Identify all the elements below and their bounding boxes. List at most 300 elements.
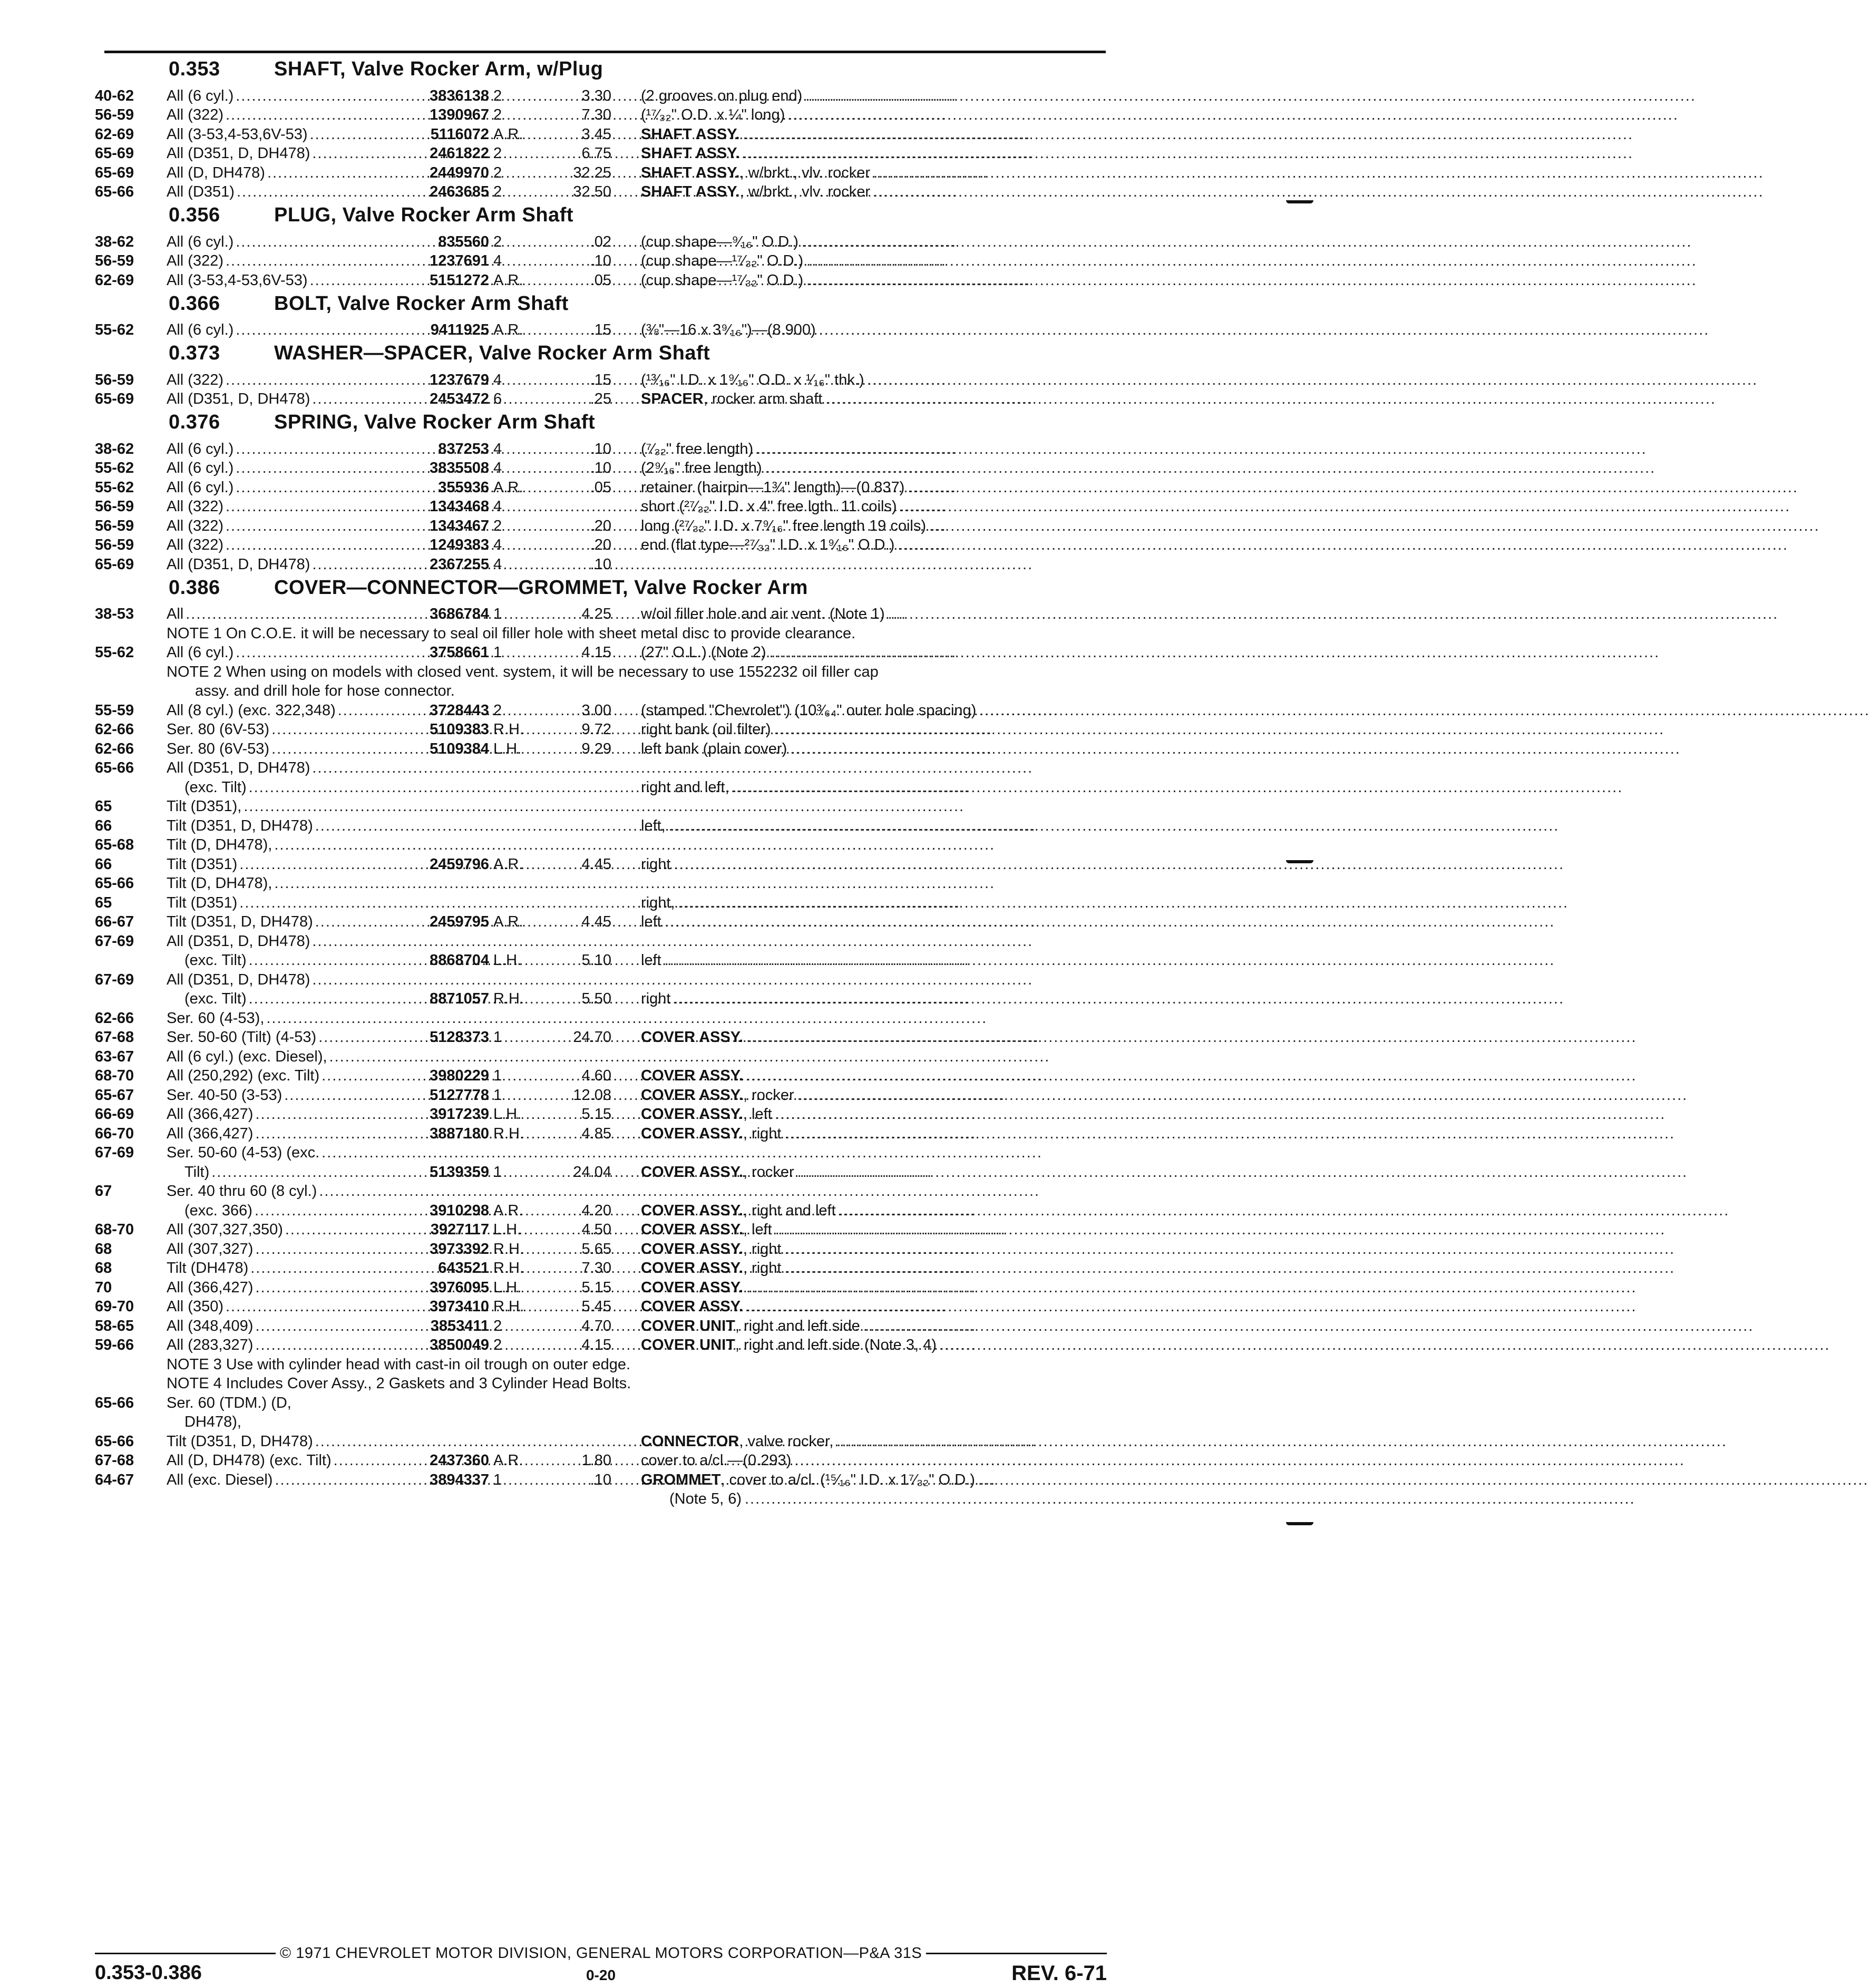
price: 5.15 (581, 1106, 611, 1123)
application-text: All (322) (167, 537, 223, 553)
leader-dots (294, 1395, 386, 1412)
model-years: 62-66 (95, 721, 134, 738)
application (167, 1221, 386, 1239)
table-row (95, 1392, 1107, 1412)
leader-dots (863, 1318, 1754, 1335)
part-number: 3973410 (430, 1298, 489, 1315)
description (611, 272, 1697, 289)
description-detail: end (flat type—²⁷⁄₃₂" I.D. x 1⁹⁄₁₆" O.D.) (641, 537, 895, 553)
description-bold: SHAFT ASSY. (641, 183, 740, 200)
description-text (641, 252, 806, 270)
leader-dots (898, 537, 1788, 554)
application (167, 1395, 386, 1412)
description-text (641, 1087, 797, 1104)
revision: REV. 6-71 (1011, 1962, 1107, 1985)
section-title: BOLT, Valve Rocker Arm Shaft (274, 292, 569, 315)
price: .25 (590, 391, 611, 407)
part-number: 3728443 (430, 701, 489, 719)
description-bold: SHAFT ASSY. (641, 164, 740, 181)
quantity: R.H. (493, 1260, 524, 1276)
description (611, 537, 1788, 554)
description-text (641, 779, 733, 796)
model-years: 55-62 (95, 479, 134, 496)
description-text (641, 702, 979, 719)
table-row (95, 1412, 1107, 1431)
table-row (95, 143, 1107, 163)
table-row (95, 1200, 1107, 1220)
part-number: 2453472 (430, 391, 489, 407)
application (167, 498, 386, 515)
description-text (641, 1106, 775, 1123)
description (611, 1337, 1830, 1354)
quantity: 1 (493, 606, 502, 622)
leader-dots (775, 1221, 1666, 1239)
application-text: All (6 cyl.) (exc. Diesel), (167, 1048, 327, 1065)
application (167, 391, 386, 408)
description (611, 1164, 1688, 1181)
part-number: 2461822 (430, 145, 489, 162)
description-detail: , right and left side (735, 1317, 860, 1334)
application (167, 183, 386, 201)
application-text: Ser. 50-60 (4-53) (exc. (167, 1144, 320, 1161)
application (167, 1106, 386, 1123)
table-row (95, 1008, 1107, 1027)
application-text: Tilt (D, DH478), (167, 875, 272, 892)
description-detail: , rocker (743, 1163, 794, 1181)
description (611, 1490, 1635, 1508)
application (167, 1183, 386, 1200)
quantity: L.H. (493, 1106, 522, 1123)
model-years: 68 (95, 1260, 112, 1276)
description-text (641, 1433, 836, 1450)
description-detail: , right (743, 1125, 782, 1142)
description-detail: , right (743, 1240, 782, 1258)
application-text: All (6 cyl.) (167, 440, 234, 457)
price: 5.45 (581, 1298, 611, 1315)
application-text: All (exc. Diesel) (167, 1471, 273, 1488)
description-text (641, 87, 805, 105)
table-row (95, 1046, 1107, 1066)
description-detail: right and left, (641, 778, 729, 796)
price: 24.70 (573, 1029, 611, 1046)
quantity: 4 (493, 556, 502, 573)
application-text: Tilt (D351, D, DH478) (167, 1432, 313, 1450)
application-text: All (6 cyl.) (167, 321, 234, 338)
model-years: 62-69 (95, 125, 134, 143)
section-number: 0.373 (169, 342, 220, 364)
table-row (95, 477, 1107, 496)
quantity: L.H. (493, 952, 522, 969)
quantity: 1 (493, 1086, 502, 1104)
model-years: 68-70 (95, 1221, 134, 1238)
description-text (641, 1202, 839, 1220)
description (611, 1202, 1729, 1220)
table-row (95, 1123, 1107, 1143)
price: 5.10 (581, 952, 611, 969)
leader-dots (746, 1298, 1637, 1315)
leader-dots (868, 372, 1758, 389)
description-text (641, 372, 868, 389)
application (167, 372, 386, 389)
application-text: Tilt (D351, D, DH478) (167, 913, 313, 930)
table-row (95, 1489, 1107, 1508)
application-text: (exc. Tilt) (184, 778, 247, 796)
description-bold: COVER ASSY. (641, 1221, 743, 1238)
part-number: 5116072 (430, 125, 489, 143)
application (167, 817, 386, 835)
application-text: DH478), (184, 1414, 241, 1430)
part-number: 1343467 (430, 517, 489, 534)
table-row (95, 1469, 1107, 1489)
model-years: 70 (95, 1279, 112, 1296)
quantity: 1 (493, 1471, 502, 1488)
description-bold: COVER ASSY. (641, 1240, 743, 1258)
copyright-text: © 1971 CHEVROLET MOTOR DIVISION, GENERAL MOTORS CORPORATION—P&A 31S (279, 1945, 922, 1962)
model-years: 56-59 (95, 106, 134, 123)
part-number: 3853411 (430, 1317, 489, 1334)
leader-dots (806, 252, 1697, 270)
model-years: 56-59 (95, 517, 134, 534)
application (167, 233, 386, 251)
quantity: 1 (493, 1163, 502, 1181)
description (611, 1433, 1727, 1450)
quantity: 2 (493, 233, 502, 250)
price: 9.29 (581, 740, 611, 757)
application (167, 740, 386, 758)
section-title: COVER—CONNECTOR—GROMMET, Valve Rocker Arm (274, 576, 808, 599)
application (167, 1298, 386, 1315)
leader-dots (746, 1067, 1637, 1085)
price: 4.15 (581, 1337, 611, 1353)
description (611, 1087, 1688, 1104)
application (167, 1337, 386, 1354)
leader-dots (836, 1433, 1727, 1450)
part-number: 1249383 (430, 537, 489, 553)
part-number: 643521 (438, 1260, 489, 1276)
application-text: Tilt (D351) (167, 855, 238, 873)
quantity: 4 (493, 498, 502, 515)
catalog-section (95, 573, 1107, 1508)
description-detail: right bank (oil filter) (641, 721, 771, 738)
application (167, 913, 386, 931)
model-years: 56-59 (95, 537, 134, 553)
table-row (95, 231, 1107, 251)
leader-dots (674, 856, 1564, 873)
description-detail: , left (743, 1221, 772, 1238)
leader-dots (319, 1183, 1040, 1200)
table-row (95, 758, 1107, 777)
table-row (95, 912, 1107, 931)
leader-dots (665, 952, 1555, 969)
section-number: 0.353 (169, 58, 220, 80)
description-text (641, 479, 908, 496)
leader-dots (244, 1414, 386, 1431)
application-text: Ser. 50-60 (Tilt) (4-53) (167, 1029, 317, 1046)
section-heading (95, 201, 1107, 231)
application (167, 798, 386, 815)
description-text (641, 740, 790, 758)
description-text (641, 321, 819, 339)
application (167, 644, 386, 661)
description (611, 644, 1660, 661)
quantity: A.R. (493, 1202, 523, 1219)
application-text: All (322) (167, 252, 223, 269)
table-row (95, 320, 1107, 339)
description-bold: COVER ASSY. (641, 1163, 743, 1181)
leader-dots (274, 836, 995, 854)
table-row (95, 85, 1107, 105)
application (167, 321, 386, 339)
catalog-section (95, 339, 1107, 408)
leader-dots (797, 1087, 1688, 1104)
application (167, 1433, 386, 1450)
application (167, 779, 386, 796)
application (167, 702, 386, 719)
table-row (95, 1162, 1107, 1181)
table-row (95, 1450, 1107, 1470)
description (611, 702, 1870, 719)
model-years: 66-67 (95, 913, 134, 930)
model-years: 67-69 (95, 932, 134, 950)
description-text (641, 460, 765, 477)
model-years: 65-69 (95, 145, 134, 162)
application-text: All (283,327) (167, 1337, 254, 1353)
quantity: A.R. (493, 1452, 523, 1469)
model-years: 67-69 (95, 971, 134, 988)
description-bold: COVER UNIT (641, 1317, 735, 1334)
description (611, 441, 1647, 458)
part-number: 2459796 (430, 855, 489, 873)
table-row (95, 700, 1107, 719)
leader-dots (839, 1202, 1730, 1220)
model-years: 66-70 (95, 1125, 134, 1142)
description-text (641, 721, 774, 738)
model-years: 55-62 (95, 644, 134, 661)
application (167, 252, 386, 270)
description-detail: , w/brkt., vlv. rocker (739, 164, 871, 181)
description-bold: COVER ASSY. (641, 1279, 743, 1296)
application-text: All (D351, D, DH478) (167, 759, 310, 776)
price: 5.50 (581, 990, 611, 1007)
part-number: 2449970 (430, 164, 489, 181)
model-years: 65-68 (95, 836, 134, 853)
leader-dots (743, 145, 1633, 162)
model-years: 65-66 (95, 759, 134, 776)
part-number: 3758661 (430, 644, 489, 661)
leader-dots (669, 817, 1560, 835)
quantity: R.H. (493, 721, 524, 738)
description-text (641, 1221, 775, 1239)
table-row (95, 738, 1107, 758)
section-title: SHAFT, Valve Rocker Arm, w/Plug (274, 58, 603, 80)
table-row (95, 270, 1107, 289)
section-heading (95, 573, 1107, 604)
section-heading (95, 55, 1107, 85)
description-detail: left, (641, 817, 666, 834)
description-text (641, 145, 743, 162)
price: .10 (590, 440, 611, 457)
leader-dots (274, 875, 995, 892)
description-detail: (⅜"—16 x 3⁹⁄₁₆")—(8.900) (641, 321, 816, 338)
model-years: 65-69 (95, 556, 134, 573)
leader-dots (806, 272, 1697, 289)
leader-dots (819, 321, 1710, 339)
application-text: Ser. 80 (6V-53) (167, 721, 270, 738)
description (611, 372, 1758, 389)
price: .10 (590, 460, 611, 476)
application-text: Ser. 80 (6V-53) (167, 740, 270, 757)
leader-dots (745, 1490, 1635, 1508)
price: 4.60 (581, 1067, 611, 1084)
application-text: All (348,409) (167, 1317, 254, 1334)
part-number: 837253 (438, 440, 489, 457)
leader-dots (790, 740, 1681, 758)
application-text: All (307,327,350) (167, 1221, 283, 1238)
model-years: 68-70 (95, 1067, 134, 1084)
application (167, 1202, 386, 1220)
description (611, 145, 1633, 162)
description-text (641, 913, 665, 931)
application (167, 126, 386, 143)
model-years: 56-59 (95, 371, 134, 388)
description (611, 1106, 1666, 1123)
application (167, 106, 386, 124)
application (167, 164, 386, 182)
description (611, 1029, 1637, 1046)
leader-dots (908, 479, 1798, 496)
quantity: A.R. (493, 271, 523, 289)
description-detail: (cup shape—⁹⁄₁₆" O.D.) (641, 233, 798, 250)
application-text: All (350) (167, 1298, 223, 1315)
table-row (95, 1431, 1107, 1450)
description-text (641, 894, 678, 912)
leader-dots (765, 460, 1656, 477)
note-text: NOTE 4 Includes Cover Assy., 2 Gaskets and 3 Cylinder Head Bolts. (167, 1375, 631, 1392)
application-text: Tilt (D351) (167, 894, 238, 911)
description (611, 894, 1569, 912)
description-detail: , valve rocker, (739, 1432, 834, 1450)
description-bold: COVER ASSY. (641, 1067, 743, 1084)
part-number: 8871057 (430, 990, 489, 1007)
leader-dots (312, 933, 1033, 950)
model-years: 65-67 (95, 1086, 134, 1104)
page-number: 0-20 (586, 1967, 616, 1983)
leader-dots (312, 971, 1033, 989)
description (611, 990, 1564, 1008)
description-text (641, 391, 825, 408)
description (611, 233, 1692, 251)
quantity: R.H. (493, 990, 524, 1007)
quantity: 2 (493, 106, 502, 123)
application-text: All (6 cyl.) (167, 233, 234, 250)
description-detail: cover to a/cl.—(0.293) (641, 1452, 792, 1469)
description-bold: COVER ASSY. (641, 1125, 743, 1142)
model-years: 64-67 (95, 1471, 134, 1488)
leader-dots (674, 990, 1564, 1008)
price: .02 (590, 233, 611, 250)
table-row (95, 389, 1107, 408)
application-text: All (6 cyl.) (167, 87, 234, 104)
price: 12.08 (573, 1086, 611, 1104)
part-number: 3980229 (430, 1067, 489, 1084)
application (167, 1471, 386, 1489)
description-text (641, 1298, 746, 1315)
application-text: All (6 cyl.) (167, 460, 234, 476)
price: 5.65 (581, 1240, 611, 1258)
application-text: Tilt (D, DH478), (167, 836, 272, 853)
application-text: All (366,427) (167, 1125, 254, 1142)
description-text (641, 856, 674, 873)
model-years: 55-62 (95, 321, 134, 338)
table-row (95, 369, 1107, 389)
description (611, 1125, 1675, 1143)
leader-dots (770, 644, 1660, 661)
quantity: 4 (493, 371, 502, 388)
description-text (641, 952, 665, 969)
part-number: 3686784 (430, 606, 489, 622)
price: 4.70 (581, 1317, 611, 1334)
description-text (641, 183, 873, 201)
price: .10 (590, 556, 611, 573)
part-number: 5139359 (430, 1163, 489, 1181)
quantity: 4 (493, 460, 502, 476)
application (167, 1144, 386, 1162)
leader-dots (979, 702, 1870, 719)
application (167, 1318, 386, 1335)
price: .20 (590, 537, 611, 553)
part-number: 3894337 (430, 1471, 489, 1488)
description-detail: retainer (hairpin—1¾" length)—(0.837) (641, 479, 905, 496)
description (611, 1318, 1754, 1335)
leader-dots (774, 721, 1665, 738)
catalog-section (95, 55, 1107, 201)
quantity: 1 (493, 1067, 502, 1084)
description-text (641, 1125, 784, 1143)
application-text: All (6 cyl.) (167, 644, 234, 661)
price: 4.45 (581, 913, 611, 930)
table-row (95, 1220, 1107, 1239)
note-text: NOTE 1 On C.O.E. it will be necessary to seal oil filler hole with sheet metal disc to provide clearance. (167, 625, 856, 642)
price: 24.04 (573, 1163, 611, 1181)
description (611, 1298, 1637, 1315)
table-row (95, 105, 1107, 124)
parts-catalog (95, 55, 1107, 1508)
price: .10 (590, 1471, 611, 1488)
application-text: All (366,427) (167, 1279, 254, 1296)
quantity: A.R. (493, 125, 523, 143)
description-detail: long (²⁷⁄₃₂" I.D. x 7⁹⁄₁₆" free length 19 coils) (641, 517, 926, 534)
model-years: 66 (95, 855, 112, 873)
section-heading (95, 289, 1107, 320)
model-years: 55-62 (95, 460, 134, 476)
part-number: 1237679 (430, 371, 489, 388)
part-number: 835560 (438, 233, 489, 250)
quantity: A.R. (493, 479, 523, 496)
section-number: 0.376 (169, 411, 220, 433)
description (611, 479, 1798, 496)
leader-dots (312, 759, 1033, 777)
application-text: All (D, DH478) (167, 164, 265, 181)
table-row (95, 1104, 1107, 1124)
model-years: 62-69 (95, 271, 134, 289)
application (167, 518, 386, 535)
description-text (641, 1471, 978, 1489)
description-text (641, 1452, 794, 1469)
application (167, 894, 386, 912)
application (167, 606, 386, 623)
description-detail: (¹⁷⁄₃₂" O.D. x ¼" long) (641, 106, 785, 123)
price: .15 (590, 371, 611, 388)
